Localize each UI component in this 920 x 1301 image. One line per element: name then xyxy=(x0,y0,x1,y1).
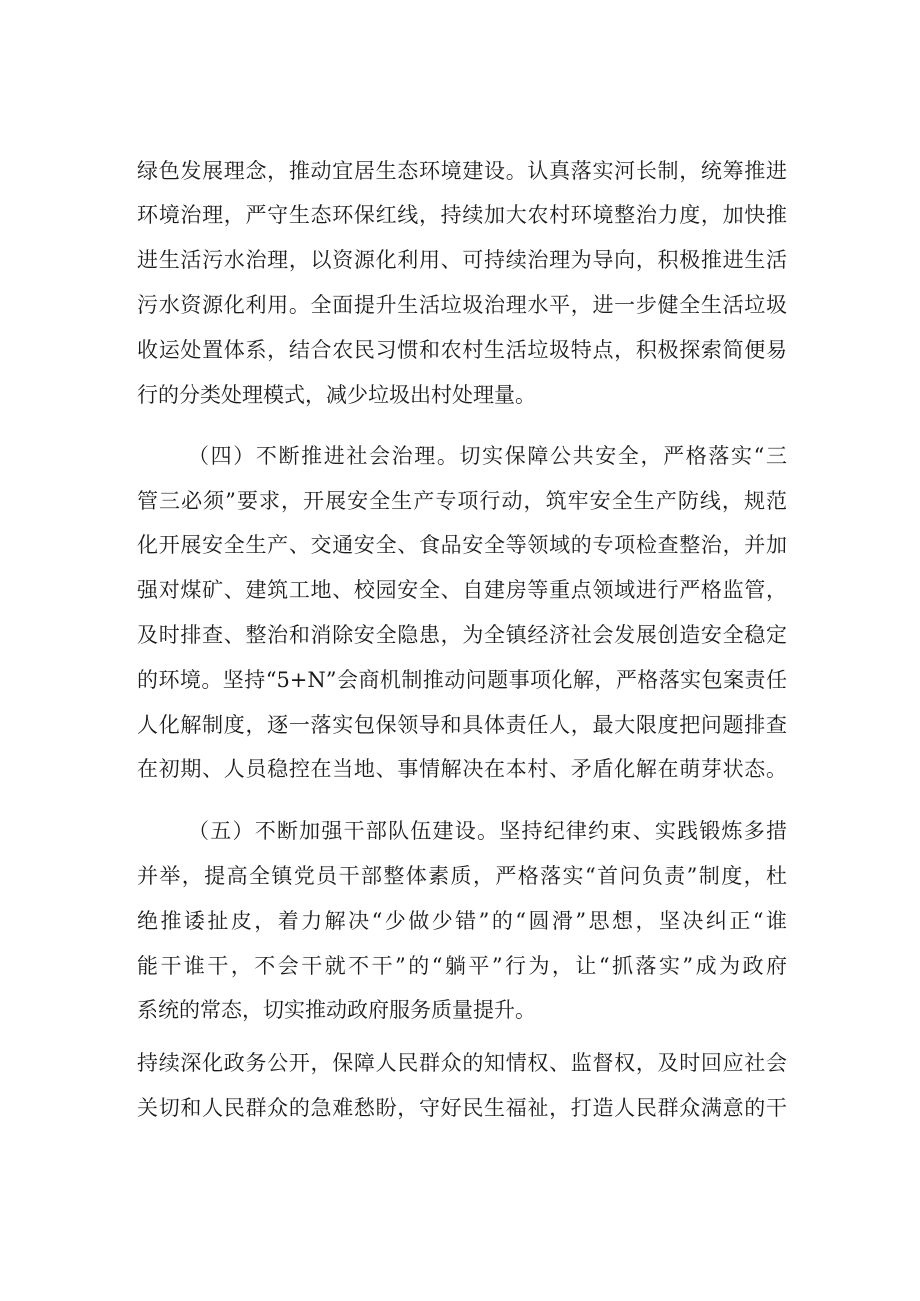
section-heading-line: （五）不断加强干部队伍建设。坚持纪律约束、实践锻炼多措 xyxy=(188,819,787,843)
paragraph-line: 管三必须”要求，开展安全生产专项行动，筑牢安全生产防线，规范 xyxy=(137,489,787,513)
paragraph-line: 在初期、人员稳控在当地、事情解决在本村、矛盾化解在萌芽状态。 xyxy=(137,757,787,781)
paragraph-line: 污水资源化利用。全面提升生活垃圾治理水平，进一步健全生活垃圾 xyxy=(137,293,787,317)
paragraph-line: 关切和人民群众的急难愁盼，守好民生福祉，打造人民群众满意的干 xyxy=(137,1096,787,1120)
paragraph-line: 人化解制度，逐一落实包保领导和具体责任人，最大限度把问题排查 xyxy=(137,713,787,737)
paragraph-line: 的环境。坚持“5+N”会商机制推动问题事项化解，严格落实包案责任 xyxy=(137,668,787,692)
paragraph-line: 进生活污水治理，以资源化利用、可持续治理为导向，积极推进生活 xyxy=(137,248,787,272)
paragraph-line: 及时排查、整治和消除安全隐患，为全镇经济社会发展创造安全稳定 xyxy=(137,623,787,647)
paragraph-line: 绝推诿扯皮，着力解决“少做少错”的“圆滑”思想，坚决纠正“谁 xyxy=(137,909,787,933)
paragraph-line: 强对煤矿、建筑工地、校园安全、自建房等重点领域进行严格监管， xyxy=(137,578,787,602)
paragraph-line: 系统的常态，切实推动政府服务质量提升。 xyxy=(137,998,536,1022)
paragraph-line: 能干谁干，不会干就不干”的“躺平”行为，让“抓落实”成为政府 xyxy=(137,954,787,978)
paragraph-line: 环境治理，严守生态环保红线，持续加大农村环境整治力度，加快推 xyxy=(137,203,787,227)
section-heading-line: （四）不断推进社会治理。切实保障公共安全，严格落实“三 xyxy=(188,444,787,468)
paragraph-line: 化开展安全生产、交通安全、食品安全等领域的专项检查整治，并加 xyxy=(137,533,787,557)
paragraph-line: 持续深化政务公开，保障人民群众的知情权、监督权，及时回应社会 xyxy=(137,1051,787,1075)
paragraph-line: 行的分类处理模式，减少垃圾出村处理量。 xyxy=(137,383,536,407)
paragraph-line: 并举，提高全镇党员干部整体素质，严格落实“首问负责”制度，杜 xyxy=(137,864,787,888)
paragraph-line: 收运处置体系，结合农民习惯和农村生活垃圾特点，积极探索简便易 xyxy=(137,338,787,362)
paragraph-line: 绿色发展理念，推动宜居生态环境建设。认真落实河长制，统筹推进 xyxy=(137,159,787,183)
